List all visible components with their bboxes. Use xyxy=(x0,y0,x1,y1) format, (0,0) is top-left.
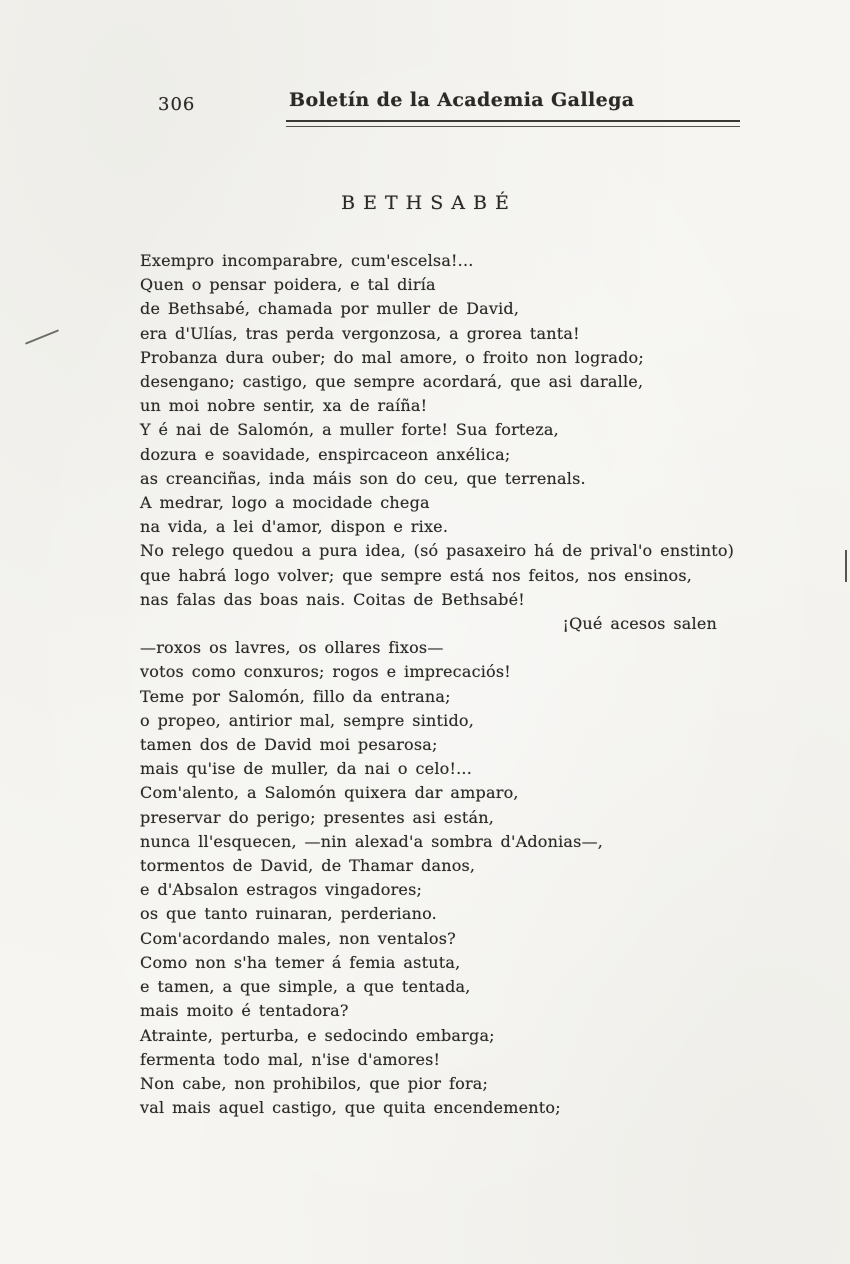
poem-line: preservar do perigo; presentes asi están, xyxy=(140,807,495,827)
poem-line: —roxos os lavres, os ollares fixos— xyxy=(140,638,444,658)
poem-line: A medrar, logo a mocidade chega xyxy=(140,493,430,513)
poem-line: na vida, a lei d'amor, dispon e rixe. xyxy=(140,517,449,537)
journal-title: Boletín de la Academia Gallega xyxy=(289,89,635,111)
poem-line: de Bethsabé, chamada por muller de David, xyxy=(140,299,520,319)
poem-line: nunca ll'esquecen, —nin alexad'a sombra d'Adonias—, xyxy=(140,831,604,851)
poem-line: nas falas das boas nais. Coitas de Bethsabé! xyxy=(140,589,525,609)
poem-title: BETHSABÉ xyxy=(341,192,517,214)
page-number: 306 xyxy=(158,94,196,115)
poem-line: desengano; castigo, que sempre acordará, que asi daralle, xyxy=(140,372,644,392)
poem-line: Como non s'ha temer á femia astuta, xyxy=(140,952,461,972)
poem-line: era d'Ulías, tras perda vergonzosa, a grorea tanta! xyxy=(140,323,580,343)
poem-line: mais moito é tentadora? xyxy=(140,1001,349,1021)
poem-line: Atrainte, perturba, e sedocindo embarga; xyxy=(140,1025,495,1045)
margin-mark-artifact xyxy=(845,550,847,582)
poem-line: dozura e soavidade, enspircaceon anxélica; xyxy=(140,444,511,464)
poem-line: e d'Absalon estragos vingadores; xyxy=(140,880,423,900)
poem-line: Y é nai de Salomón, a muller forte! Sua forteza, xyxy=(140,420,559,440)
poem-line: Com'acordando males, non ventalos? xyxy=(140,928,456,948)
poem-line: tamen dos de David moi pesarosa; xyxy=(140,735,438,755)
poem-line: mais qu'ise de muller, da nai o celo!... xyxy=(140,759,472,779)
poem-line: un moi nobre sentir, xa de raíña! xyxy=(140,396,428,416)
poem-line: Quen o pensar poidera, e tal diría xyxy=(140,275,436,295)
poem-line: e tamen, a que simple, a que tentada, xyxy=(140,977,471,997)
header-rule xyxy=(286,120,740,127)
pen-mark-artifact xyxy=(25,329,59,344)
poem-line: Non cabe, non prohibilos, que pior fora; xyxy=(140,1073,489,1093)
poem-body xyxy=(140,249,765,1120)
poem-line: Exempro incomparabre, cum'escelsa!... xyxy=(140,251,474,270)
poem-line: fermenta todo mal, n'ise d'amores! xyxy=(140,1049,441,1069)
poem-line: o propeo, antirior mal, sempre sintido, xyxy=(140,710,475,730)
poem-line: ¡Qué acesos salen xyxy=(562,614,717,634)
poem-line: tormentos de David, de Thamar danos, xyxy=(140,856,476,876)
poem-line: val mais aquel castigo, que quita encendemento; xyxy=(140,1098,561,1118)
poem-line: votos como conxuros; rogos e imprecaciós! xyxy=(140,662,511,682)
poem-line: que habrá logo volver; que sempre está nos feitos, nos ensinos, xyxy=(140,565,693,585)
poem-line: Com'alento, a Salomón quixera dar amparo, xyxy=(140,783,519,803)
poem-line: os que tanto ruinaran, perderiano. xyxy=(140,904,437,924)
poem-line: Teme por Salomón, fillo da entrana; xyxy=(140,686,451,706)
poem-line: Probanza dura ouber; do mal amore, o froito non logrado; xyxy=(140,347,644,367)
poem-line: No relego quedou a pura idea, (só pasaxeiro há de prival'o enstinto) xyxy=(140,541,735,561)
poem-line: as creanciñas, inda máis son do ceu, que terrenals. xyxy=(140,468,586,488)
